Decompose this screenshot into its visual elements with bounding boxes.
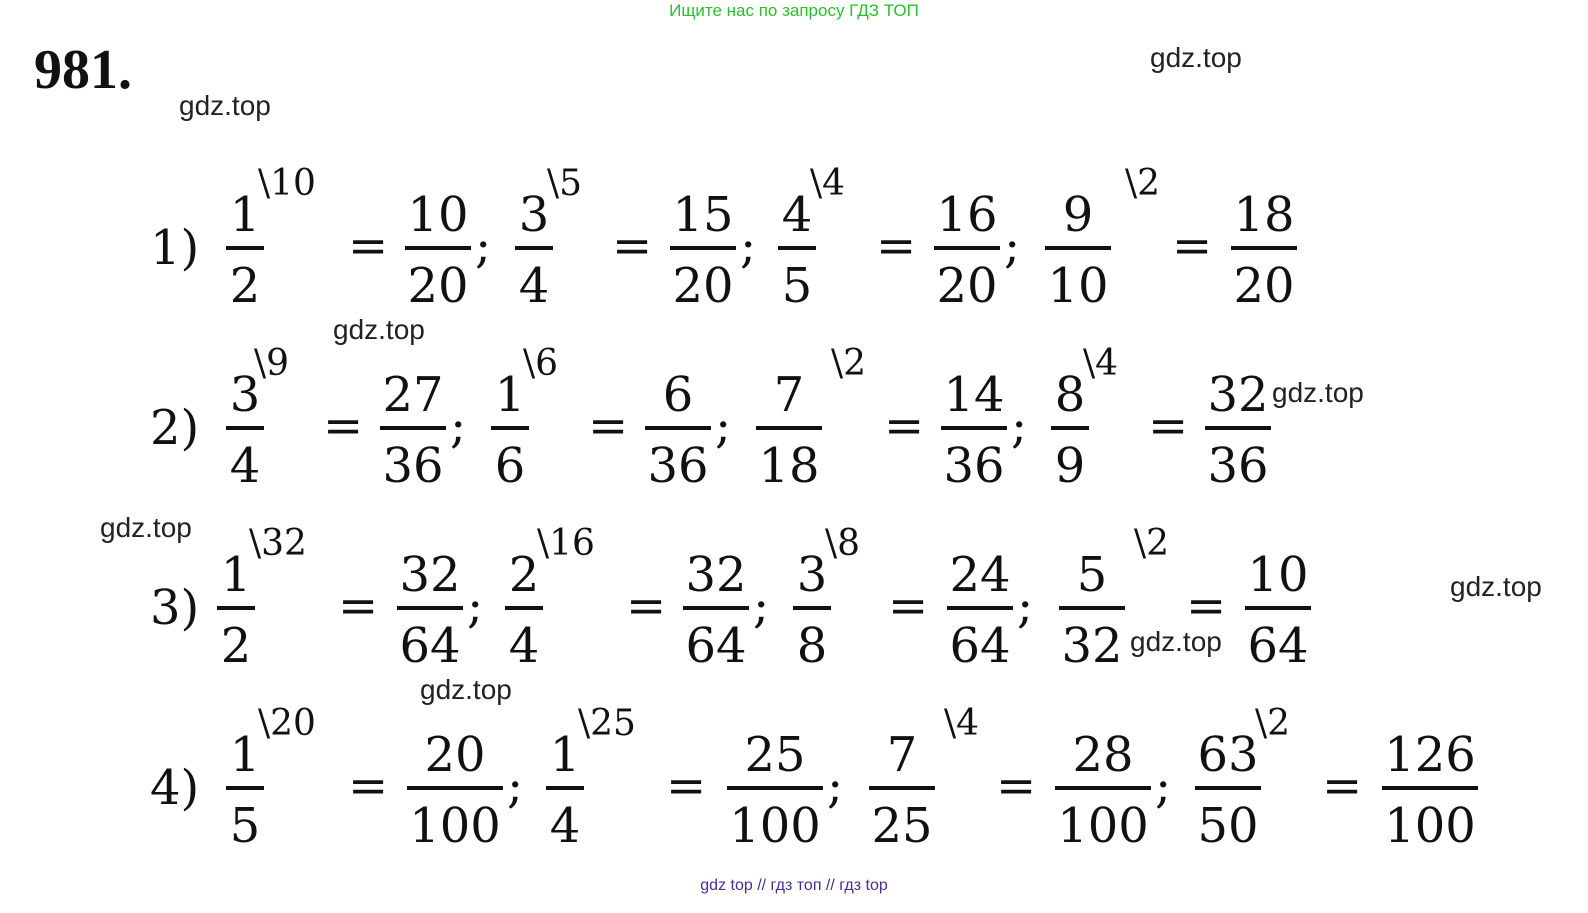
equals-sign: = xyxy=(348,758,389,814)
equals-sign: = xyxy=(348,218,389,274)
fraction xyxy=(228,364,262,502)
fraction xyxy=(795,544,829,682)
fraction xyxy=(758,364,820,502)
fraction xyxy=(936,184,998,322)
denominator: 36 xyxy=(943,438,1005,494)
denominator: 64 xyxy=(1247,618,1309,674)
numerator: 20 xyxy=(424,727,486,783)
extra-multiplier: \16 xyxy=(537,523,595,564)
denominator: 20 xyxy=(1233,258,1295,314)
fraction xyxy=(1207,364,1269,502)
denominator: 25 xyxy=(871,798,933,854)
semicolon: ; xyxy=(715,398,732,454)
equals-sign: = xyxy=(1172,218,1213,274)
numerator: 32 xyxy=(685,547,747,603)
denominator: 20 xyxy=(672,258,734,314)
semicolon: ; xyxy=(1011,398,1028,454)
numerator: 7 xyxy=(773,367,805,423)
fraction xyxy=(647,364,709,502)
denominator: 4 xyxy=(508,618,540,674)
numerator: 4 xyxy=(781,187,813,243)
fraction xyxy=(949,544,1011,682)
semicolon: ; xyxy=(827,758,844,814)
numerator: 9 xyxy=(1062,187,1094,243)
denominator: 5 xyxy=(781,258,813,314)
denominator: 2 xyxy=(220,618,252,674)
numerator: 28 xyxy=(1072,727,1134,783)
semicolon: ; xyxy=(753,578,770,634)
numerator: 8 xyxy=(1054,367,1086,423)
equals-sign: = xyxy=(888,578,929,634)
numerator: 6 xyxy=(662,367,694,423)
extra-multiplier: \8 xyxy=(825,523,861,564)
equals-sign: = xyxy=(1148,398,1189,454)
denominator: 18 xyxy=(758,438,820,494)
fraction xyxy=(780,184,814,322)
fraction xyxy=(1053,364,1087,502)
numerator: 126 xyxy=(1384,727,1476,783)
denominator: 10 xyxy=(1047,258,1109,314)
fraction xyxy=(1247,544,1309,682)
semicolon: ; xyxy=(507,758,524,814)
denominator: 100 xyxy=(729,798,821,854)
extra-multiplier: \4 xyxy=(810,163,846,204)
watermark: gdz.top xyxy=(179,90,271,121)
fraction xyxy=(228,724,262,862)
numerator: 1 xyxy=(229,187,261,243)
numerator: 25 xyxy=(744,727,806,783)
numerator: 27 xyxy=(382,367,444,423)
denominator: 4 xyxy=(229,438,261,494)
numerator: 14 xyxy=(943,367,1005,423)
numerator: 5 xyxy=(1076,547,1108,603)
row-label: 2) xyxy=(150,400,200,456)
numerator: 7 xyxy=(886,727,918,783)
extra-multiplier: \2 xyxy=(1125,163,1161,204)
numerator: 1 xyxy=(220,547,252,603)
denominator: 8 xyxy=(796,618,828,674)
fraction xyxy=(228,184,262,322)
fraction xyxy=(1047,184,1109,322)
equals-sign: = xyxy=(884,398,925,454)
fraction xyxy=(1233,184,1295,322)
watermark: gdz.top xyxy=(1150,42,1242,73)
numerator: 3 xyxy=(518,187,550,243)
row-label: 3) xyxy=(150,580,200,636)
extra-multiplier: \2 xyxy=(1134,523,1170,564)
equals-sign: = xyxy=(1186,578,1227,634)
fraction xyxy=(493,364,527,502)
denominator: 64 xyxy=(949,618,1011,674)
search-banner[interactable]: Ищите нас по запросу ГДЗ ТОП xyxy=(669,1,919,20)
numerator: 10 xyxy=(407,187,469,243)
numerator: 3 xyxy=(229,367,261,423)
numerator: 1 xyxy=(229,727,261,783)
numerator: 3 xyxy=(796,547,828,603)
extra-multiplier: \25 xyxy=(578,703,636,744)
equals-sign: = xyxy=(666,758,707,814)
watermark: gdz.top xyxy=(1450,571,1542,602)
equals-sign: = xyxy=(612,218,653,274)
extra-multiplier: \32 xyxy=(249,523,307,564)
semicolon: ; xyxy=(450,398,467,454)
denominator: 36 xyxy=(382,438,444,494)
fraction xyxy=(729,724,821,862)
denominator: 5 xyxy=(229,798,261,854)
fraction xyxy=(1197,724,1259,862)
semicolon: ; xyxy=(740,218,757,274)
numerator: 2 xyxy=(508,547,540,603)
watermark: gdz.top xyxy=(420,674,512,705)
fraction xyxy=(685,544,747,682)
denominator: 32 xyxy=(1061,618,1123,674)
numerator: 1 xyxy=(549,727,581,783)
denominator: 20 xyxy=(936,258,998,314)
equals-sign: = xyxy=(588,398,629,454)
equals-sign: = xyxy=(338,578,379,634)
denominator: 100 xyxy=(1384,798,1476,854)
denominator: 36 xyxy=(1207,438,1269,494)
denominator: 50 xyxy=(1197,798,1259,854)
numerator: 24 xyxy=(949,547,1011,603)
extra-multiplier: \2 xyxy=(831,343,867,384)
semicolon: ; xyxy=(1017,578,1034,634)
watermark: gdz.top xyxy=(1272,377,1364,408)
extra-multiplier: \2 xyxy=(1255,703,1291,744)
extra-multiplier: \4 xyxy=(1083,343,1119,384)
fraction xyxy=(1384,724,1476,862)
equals-sign: = xyxy=(626,578,667,634)
fraction xyxy=(219,544,253,682)
extra-multiplier: \6 xyxy=(523,343,559,384)
extra-multiplier: \20 xyxy=(258,703,316,744)
equals-sign: = xyxy=(323,398,364,454)
numerator: 32 xyxy=(1207,367,1269,423)
denominator: 20 xyxy=(407,258,469,314)
fraction xyxy=(399,544,461,682)
denominator: 9 xyxy=(1054,438,1086,494)
denominator: 6 xyxy=(494,438,526,494)
numerator: 18 xyxy=(1233,187,1295,243)
row-label: 1) xyxy=(150,220,200,276)
watermark: gdz.top xyxy=(333,314,425,345)
semicolon: ; xyxy=(467,578,484,634)
watermark: gdz.top xyxy=(100,512,192,543)
numerator: 1 xyxy=(494,367,526,423)
denominator: 4 xyxy=(549,798,581,854)
denominator: 64 xyxy=(399,618,461,674)
numerator: 63 xyxy=(1197,727,1259,783)
footer-links[interactable]: gdz top // гдз топ // гдз top xyxy=(700,877,888,894)
fraction xyxy=(943,364,1005,502)
numerator: 10 xyxy=(1247,547,1309,603)
fraction xyxy=(517,184,551,322)
fraction xyxy=(1057,724,1149,862)
row-label: 4) xyxy=(150,760,200,816)
extra-multiplier: \9 xyxy=(254,343,290,384)
fraction xyxy=(1061,544,1123,682)
numerator: 32 xyxy=(399,547,461,603)
extra-multiplier: \4 xyxy=(944,703,980,744)
fraction xyxy=(382,364,444,502)
denominator: 100 xyxy=(409,798,501,854)
fraction xyxy=(672,184,734,322)
extra-multiplier: \5 xyxy=(547,163,583,204)
watermark: gdz.top xyxy=(1130,626,1222,657)
denominator: 4 xyxy=(518,258,550,314)
fraction xyxy=(507,544,541,682)
equals-sign: = xyxy=(1322,758,1363,814)
fraction xyxy=(407,184,469,322)
numerator: 16 xyxy=(936,187,998,243)
denominator: 2 xyxy=(229,258,261,314)
semicolon: ; xyxy=(1155,758,1172,814)
task-number: 981. xyxy=(34,39,132,101)
denominator: 100 xyxy=(1057,798,1149,854)
equals-sign: = xyxy=(876,218,917,274)
denominator: 36 xyxy=(647,438,709,494)
equals-sign: = xyxy=(996,758,1037,814)
fraction xyxy=(548,724,582,862)
numerator: 15 xyxy=(672,187,734,243)
semicolon: ; xyxy=(475,218,492,274)
fraction xyxy=(409,724,501,862)
denominator: 64 xyxy=(685,618,747,674)
fraction xyxy=(871,724,933,862)
extra-multiplier: \10 xyxy=(258,163,316,204)
semicolon: ; xyxy=(1004,218,1021,274)
